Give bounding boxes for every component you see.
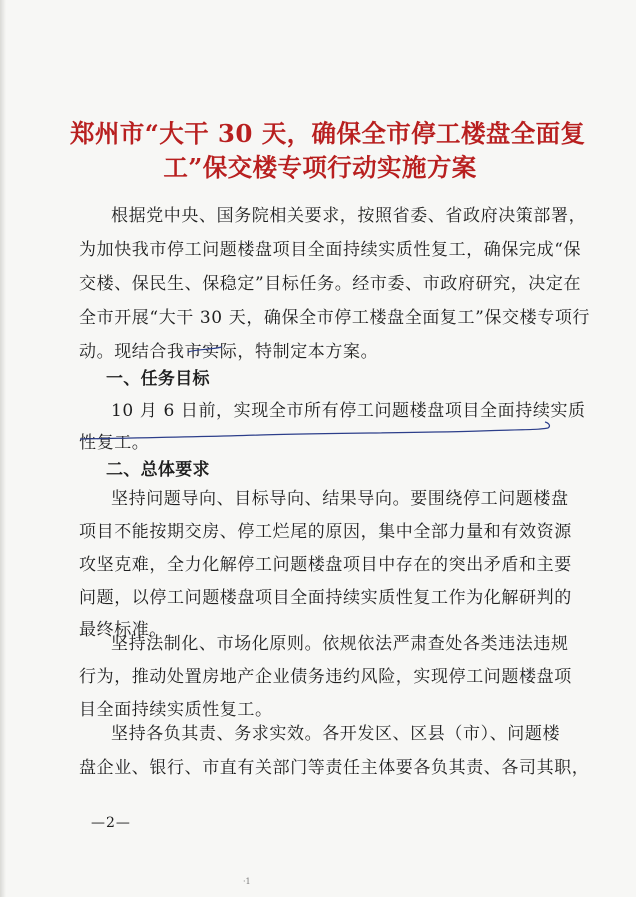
pen-underline-shixian — [188, 347, 222, 352]
requirements-line-1: 坚持问题导向、目标导向、结果导向。要围绕停工问题楼盘 — [111, 489, 569, 509]
paragraph-intro-line-1: 根据党中央、国务院相关要求，按照省委、省政府决策部署， — [111, 206, 587, 226]
pen-underline-goal — [80, 422, 549, 439]
principle-line-3: 目全面持续实质性复工。 — [79, 700, 273, 720]
section-heading-requirements: 二、总体要求 — [106, 460, 210, 480]
section-heading-goals: 一、任务目标 — [106, 369, 210, 389]
page-number: —2— — [91, 815, 131, 831]
paragraph-intro-line-2: 为加快我市停工问题楼盘项目全面持续实质性复工，确保完成“保 — [79, 240, 582, 260]
requirements-line-3: 攻坚克难，全力化解停工问题楼盘项目中存在的突出矛盾和主要 — [79, 555, 572, 575]
requirements-line-2: 项目不能按期交房、停工烂尾的原因，集中全部力量和有效资源 — [79, 522, 572, 542]
stray-mark: ·1 — [243, 877, 251, 886]
paragraph-intro-line-3: 交楼、保民生、保稳定”目标任务。经市委、市政府研究，决定在 — [79, 274, 582, 294]
paragraph-intro-line-5: 动。现结合我市实际，特制定本方案。 — [79, 342, 379, 362]
principle-line-2: 行为，推动处置房地产企业债务违约风险，实现停工问题楼盘项 — [79, 667, 572, 687]
responsibility-line-1: 坚持各负其责、务求实效。各开发区、区县（市）、问题楼 — [111, 724, 561, 744]
requirements-line-4: 问题，以停工问题楼盘项目全面持续实质性复工作为化解研判的 — [79, 588, 572, 608]
title-line-2: 工”保交楼专项行动实施方案 — [163, 153, 477, 182]
title-line-1: 郑州市“大干 30 天，确保全市停工楼盘全面复 — [70, 119, 586, 148]
requirements-line-5: 最终标准。 — [79, 620, 167, 640]
goals-line-2: 性复工。 — [79, 433, 150, 453]
principle-line-1: 坚持法制化、市场化原则。依规依法严肃查处各类违法违规 — [111, 634, 569, 654]
goals-line-1: 10 月 6 日前，实现全市所有停工问题楼盘项目全面持续实质 — [111, 401, 586, 421]
responsibility-line-2: 盘企业、银行、市直有关部门等责任主体要各负其责、各司其职， — [79, 758, 590, 778]
paragraph-intro-line-4: 全市开展“大干 30 天，确保全市停工楼盘全面复工”保交楼专项行 — [79, 308, 591, 328]
